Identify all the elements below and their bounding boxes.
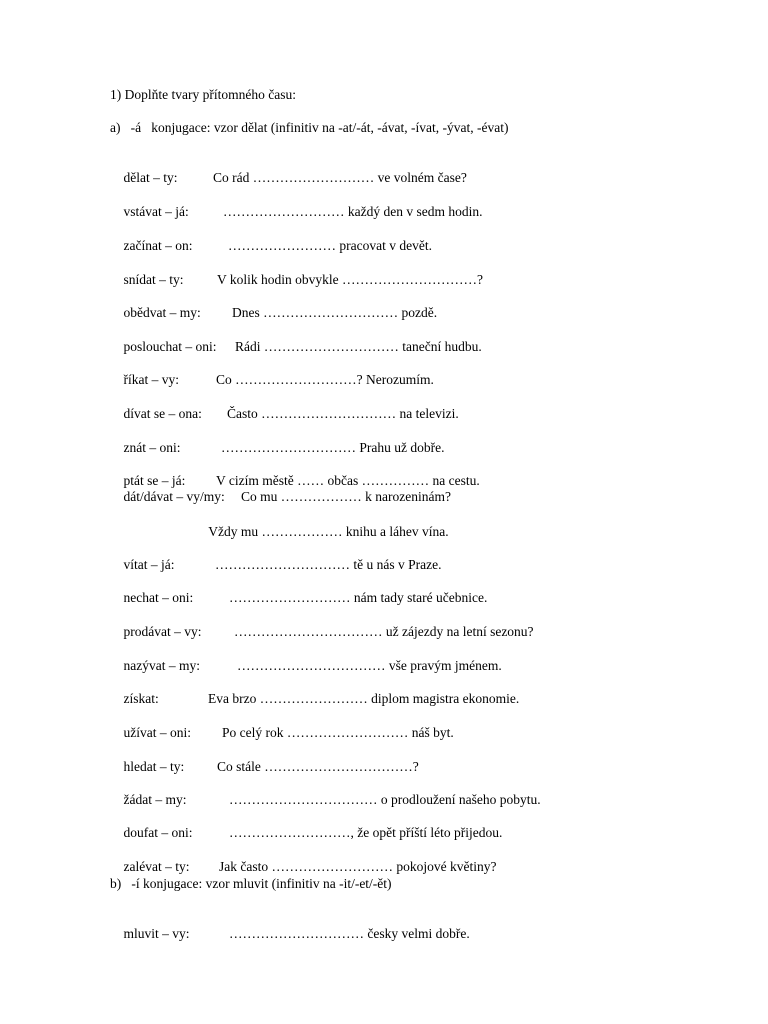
- verb-label: zalévat – ty:: [123, 859, 190, 874]
- verb-label: snídat – ty:: [123, 272, 184, 287]
- verb-label: začínat – on:: [123, 238, 193, 253]
- exercise-sentence: ………………………, že opět příští léto přijedou.: [229, 825, 503, 840]
- verb-label: poslouchat – oni:: [123, 339, 217, 354]
- section-b-heading: b) -í konjugace: vzor mluvit (infinitiv na -it/-et/-ět): [110, 876, 392, 891]
- exercise-sentence: Po celý rok ……………………… náš byt.: [222, 725, 454, 740]
- verb-label: znát – oni:: [123, 440, 181, 455]
- verb-label: doufat – oni:: [123, 825, 193, 840]
- verb-label: dělat – ty:: [123, 170, 178, 185]
- verb-label: mluvit – vy:: [123, 926, 190, 941]
- verb-label: dívat se – ona:: [123, 406, 202, 421]
- verb-label: nechat – oni:: [123, 590, 194, 605]
- verb-label: vstávat – já:: [123, 204, 189, 219]
- exercise-sentence: Eva brzo …………………… diplom magistra ekonomie.: [208, 691, 520, 706]
- exercise-sentence: Rádi ………………………… taneční hudbu.: [235, 339, 482, 354]
- exercise-item: [195, 506, 449, 557]
- exercise-sentence: V kolik hodin obvykle …………………………?: [217, 272, 483, 287]
- exercise-sentence: ………………………… Prahu už dobře.: [221, 440, 445, 455]
- exercise-sentence: ………………………… česky velmi dobře.: [229, 926, 470, 941]
- exercise-sentence: ……………………… každý den v sedm hodin.: [223, 204, 483, 219]
- exercise-sentence: …………………………… vše pravým jménem.: [237, 658, 502, 673]
- verb-label: ptát se – já:: [123, 473, 186, 488]
- exercise-sentence: …………………… pracovat v devět.: [228, 238, 432, 253]
- exercise-sentence: ………………………… tě u nás v Praze.: [215, 557, 442, 572]
- worksheet-heading: 1) Doplňte tvary přítomného času:: [110, 87, 296, 102]
- verb-label: prodávat – vy:: [123, 624, 202, 639]
- exercise-sentence: Co stále ……………………………?: [217, 759, 419, 774]
- verb-label: žádat – my:: [123, 792, 187, 807]
- exercise-sentence: Co mu ……………… k narozeninám?: [241, 489, 451, 504]
- exercise-sentence: Dnes ………………………… pozdě.: [232, 305, 438, 320]
- verb-label: dát/dávat – vy/my:: [123, 489, 225, 504]
- exercise-sentence: …………………………… už zájezdy na letní sezonu?: [234, 624, 534, 639]
- verb-label: užívat – oni:: [123, 725, 191, 740]
- exercise-sentence: Vždy mu ……………… knihu a láhev vína.: [208, 524, 449, 539]
- exercise-sentence: V cizím městě …… občas …………… na cestu.: [216, 473, 480, 488]
- verb-label: získat:: [123, 691, 159, 706]
- exercise-item: [110, 908, 470, 959]
- verb-label: nazývat – my:: [123, 658, 200, 673]
- exercise-sentence: ……………………… nám tady staré učebnice.: [229, 590, 488, 605]
- exercise-sentence: Co rád ……………………… ve volném čase?: [213, 170, 467, 185]
- verb-label: vítat – já:: [123, 557, 175, 572]
- exercise-sentence: Často ………………………… na televizi.: [227, 406, 459, 421]
- exercise-sentence: …………………………… o prodloužení našeho pobytu.: [229, 792, 541, 807]
- exercise-sentence: Jak často ……………………… pokojové květiny?: [219, 859, 497, 874]
- section-a-heading: a) -á konjugace: vzor dělat (infinitiv na -at/-át, -ávat, -ívat, -ývat, -évat): [110, 120, 509, 135]
- exercise-sentence: Co ………………………? Nerozumím.: [216, 372, 434, 387]
- verb-label: říkat – vy:: [123, 372, 179, 387]
- verb-label: hledat – ty:: [123, 759, 185, 774]
- verb-label: obědvat – my:: [123, 305, 201, 320]
